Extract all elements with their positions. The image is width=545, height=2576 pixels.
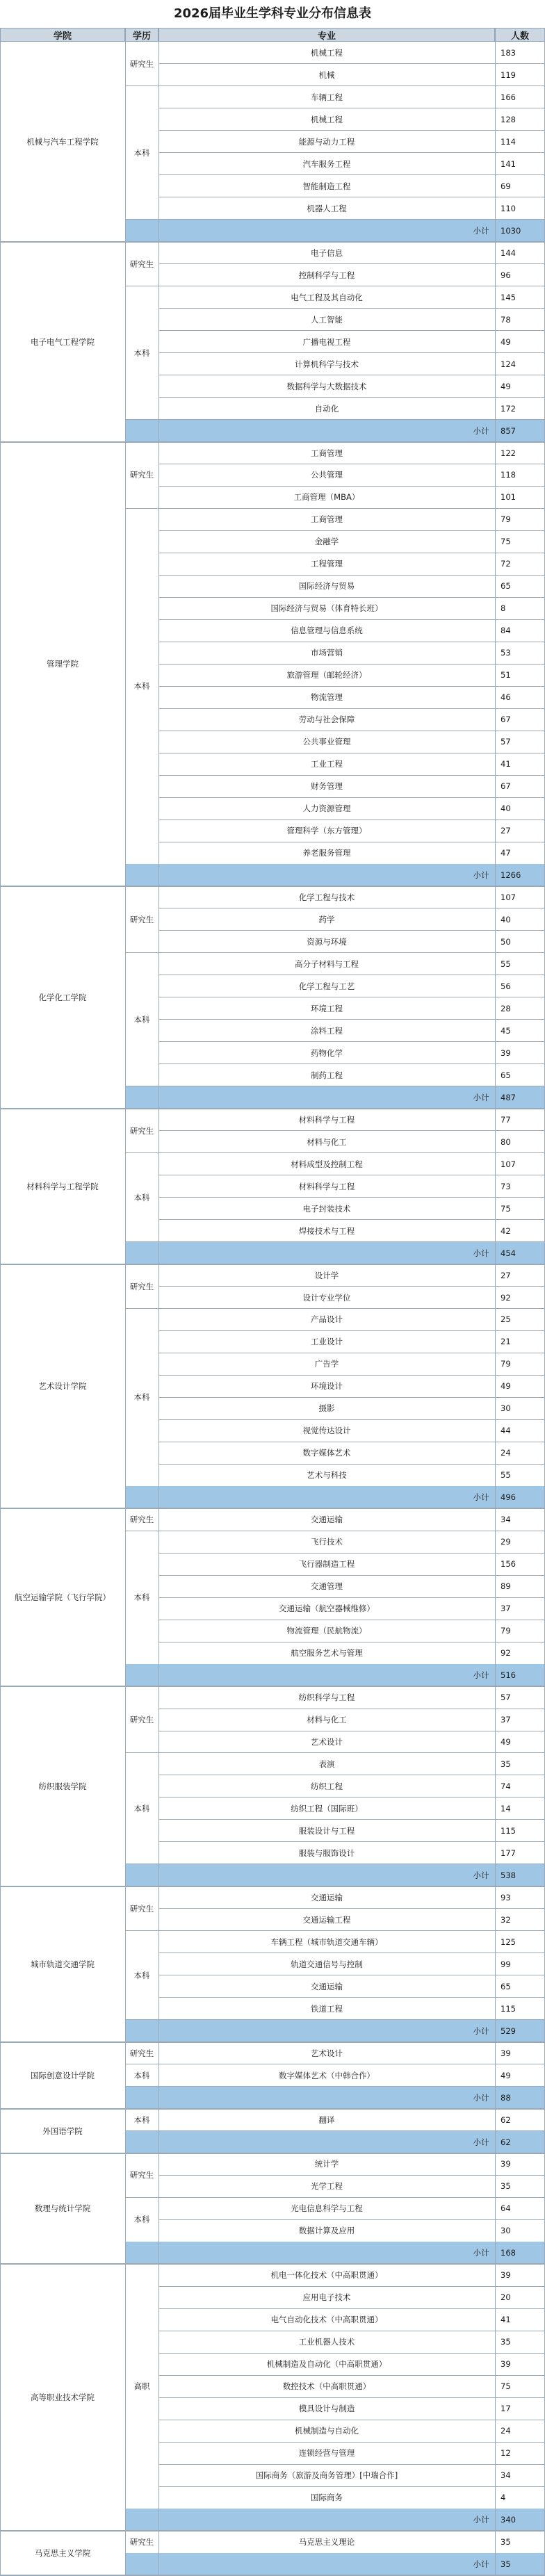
subtotal-label: 小计 — [473, 2559, 489, 2569]
degree-level: 研究生 — [129, 259, 154, 269]
subtotal-row — [125, 2020, 545, 2042]
major-distribution-table — [0, 28, 545, 2575]
subtotal-row — [125, 220, 545, 242]
student-count: 40 — [501, 804, 511, 814]
student-count: 34 — [501, 2470, 511, 2481]
subtotal-label: 小计 — [473, 225, 489, 236]
major-name: 飞行器制造工程 — [298, 1559, 355, 1570]
subtotal-count: 1030 — [501, 225, 521, 236]
student-count: 119 — [501, 70, 516, 80]
subtotal-label: 小计 — [473, 1248, 489, 1258]
degree-level: 研究生 — [129, 1715, 154, 1725]
major-name: 材料与化工 — [307, 1136, 347, 1147]
column-divider — [125, 42, 126, 2575]
student-count: 47 — [501, 848, 511, 858]
student-count: 24 — [501, 2426, 511, 2436]
college-name: 机械与汽车工程学院 — [26, 136, 99, 147]
subtotal-label: 小计 — [473, 425, 489, 436]
major-name: 车辆工程 — [311, 92, 343, 102]
degree-level: 高职 — [133, 2381, 150, 2392]
major-name: 数字媒体艺术 — [302, 1448, 351, 1458]
student-count: 77 — [501, 1114, 511, 1125]
major-name: 纺织工程（国际班） — [291, 1803, 363, 1813]
student-count: 110 — [501, 203, 516, 213]
student-count: 28 — [501, 1003, 511, 1013]
student-count: 96 — [501, 270, 511, 280]
major-name: 车辆工程（城市轨道交通车辆） — [270, 1937, 383, 1947]
subtotal-label: 小计 — [473, 1092, 489, 1102]
student-count: 4 — [501, 2493, 506, 2503]
subtotal-row — [125, 420, 545, 442]
major-name: 机械制造及自动化（中高职贯通） — [266, 2359, 387, 2370]
degree-level: 研究生 — [129, 470, 154, 480]
student-count: 65 — [501, 1070, 511, 1080]
major-name: 国际商务 — [311, 2493, 343, 2503]
degree-level: 本科 — [133, 1803, 150, 1813]
degree-level: 本科 — [133, 1592, 150, 1603]
subtotal-row — [125, 2087, 545, 2109]
student-count: 93 — [501, 1892, 511, 1902]
college-name: 电子电气工程学院 — [31, 336, 95, 347]
student-count: 124 — [501, 359, 516, 369]
student-count: 49 — [501, 2070, 511, 2080]
student-count: 75 — [501, 2381, 511, 2392]
major-name: 机械工程 — [311, 114, 343, 124]
student-count: 101 — [501, 492, 516, 503]
student-count: 79 — [501, 1626, 511, 1636]
major-name: 旅游管理（邮轮经济） — [286, 670, 367, 680]
student-count: 37 — [501, 1604, 511, 1614]
header-level: 学历 — [125, 28, 158, 42]
major-name: 制药工程 — [311, 1070, 343, 1080]
degree-level: 本科 — [133, 348, 150, 358]
student-count: 67 — [501, 781, 511, 792]
student-count: 35 — [501, 1759, 511, 1769]
major-name: 飞行技术 — [311, 1537, 343, 1547]
subtotal-count: 496 — [501, 1492, 516, 1503]
student-count: 78 — [501, 314, 511, 325]
subtotal-label: 小计 — [473, 2137, 489, 2147]
major-name: 工商管理 — [311, 448, 343, 458]
header-major: 专业 — [158, 28, 495, 42]
college-name: 化学化工学院 — [38, 992, 87, 1002]
student-count: 44 — [501, 1426, 511, 1436]
student-count: 37 — [501, 1715, 511, 1725]
subtotal-count: 529 — [501, 2025, 516, 2036]
major-name: 电子封装技术 — [302, 1203, 351, 1214]
major-name: 统计学 — [314, 2159, 339, 2169]
major-name: 材料成型及控制工程 — [291, 1159, 363, 1169]
major-name: 机器人工程 — [307, 203, 347, 213]
student-count: 45 — [501, 1025, 511, 1036]
student-count: 89 — [501, 1581, 511, 1592]
student-count: 20 — [501, 2292, 511, 2303]
subtotal-row — [125, 2242, 545, 2264]
student-count: 41 — [501, 759, 511, 769]
subtotal-row — [125, 2553, 545, 2575]
subtotal-row — [125, 864, 545, 886]
student-count: 84 — [501, 626, 511, 636]
student-count: 172 — [501, 403, 516, 414]
major-name: 表演 — [318, 1759, 335, 1769]
major-name: 艺术设计 — [311, 1736, 343, 1747]
major-name: 交通管理 — [311, 1581, 343, 1592]
student-count: 62 — [501, 2114, 511, 2125]
major-name: 资源与环境 — [307, 936, 347, 947]
major-name: 信息管理与信息系统 — [291, 626, 363, 636]
major-name: 管理科学（东方管理） — [286, 826, 367, 836]
student-count: 141 — [501, 158, 516, 169]
student-count: 166 — [501, 92, 516, 102]
subtotal-count: 538 — [501, 1870, 516, 1880]
student-count: 107 — [501, 892, 516, 902]
subtotal-count: 340 — [501, 2515, 516, 2525]
subtotal-row — [125, 1242, 545, 1264]
subtotal-label: 小计 — [473, 870, 489, 880]
student-count: 145 — [501, 292, 516, 302]
major-name: 电子信息 — [311, 247, 343, 258]
major-name: 交通运输 — [311, 1515, 343, 1525]
major-name: 环境设计 — [311, 1381, 343, 1392]
major-name: 机电一体化技术（中高职贯通） — [270, 2270, 383, 2281]
college-name: 艺术设计学院 — [38, 1381, 87, 1392]
college-name: 数理与统计学院 — [34, 2203, 91, 2214]
degree-level: 研究生 — [129, 58, 154, 69]
subtotal-label: 小计 — [473, 2515, 489, 2525]
major-name: 广播电视工程 — [302, 336, 351, 347]
student-count: 57 — [501, 737, 511, 747]
student-count: 74 — [501, 1781, 511, 1791]
major-name: 交通运输工程 — [302, 1914, 351, 1925]
major-name: 纺织科学与工程 — [298, 1693, 355, 1703]
major-name: 智能制造工程 — [302, 181, 351, 191]
major-name: 国际经济与贸易（体育特长班） — [270, 603, 383, 614]
major-name: 工业设计 — [311, 1337, 343, 1347]
major-name: 国际经济与贸易 — [298, 581, 355, 592]
student-count: 27 — [501, 826, 511, 836]
student-count: 65 — [501, 1981, 511, 1991]
student-count: 53 — [501, 648, 511, 658]
student-count: 79 — [501, 514, 511, 525]
major-name: 视觉传达设计 — [302, 1426, 351, 1436]
student-count: 14 — [501, 1803, 511, 1813]
student-count: 55 — [501, 1470, 511, 1481]
major-name: 人力资源管理 — [302, 804, 351, 814]
major-name: 翻译 — [318, 2114, 335, 2125]
major-name: 工业工程 — [311, 759, 343, 769]
degree-level: 研究生 — [129, 2537, 154, 2548]
degree-level: 本科 — [133, 1970, 150, 1980]
student-count: 49 — [501, 381, 511, 391]
student-count: 75 — [501, 1203, 511, 1214]
major-name: 控制科学与工程 — [298, 270, 355, 280]
major-name: 连锁经营与管理 — [298, 2448, 355, 2459]
major-name: 焊接技术与工程 — [298, 1225, 355, 1236]
student-count: 35 — [501, 2537, 511, 2548]
student-count: 107 — [501, 1159, 516, 1169]
major-name: 数控技术（中高职贯通） — [282, 2381, 371, 2392]
major-name: 光学工程 — [311, 2181, 343, 2192]
degree-level: 本科 — [133, 1014, 150, 1025]
student-count: 183 — [501, 47, 516, 58]
subtotal-count: 487 — [501, 1092, 516, 1102]
degree-level: 研究生 — [129, 1515, 154, 1525]
student-count: 35 — [501, 2337, 511, 2347]
degree-level: 本科 — [133, 1392, 150, 1403]
degree-level: 本科 — [133, 2070, 150, 2080]
subtotal-label: 小计 — [473, 2248, 489, 2258]
college-name: 马克思主义学院 — [34, 2548, 91, 2559]
major-name: 物流管理（民航物流） — [286, 1626, 367, 1636]
student-count: 39 — [501, 2048, 511, 2058]
student-count: 34 — [501, 1515, 511, 1525]
major-name: 广告学 — [314, 1359, 339, 1369]
subtotal-label: 小计 — [473, 1670, 489, 1681]
major-name: 药学 — [318, 914, 335, 924]
college-name: 外国语学院 — [42, 2126, 83, 2136]
major-name: 数字媒体艺术（中韩合作） — [279, 2070, 375, 2080]
student-count: 49 — [501, 1736, 511, 1747]
student-count: 39 — [501, 2359, 511, 2370]
major-name: 材料与化工 — [307, 1715, 347, 1725]
major-name: 能源与动力工程 — [298, 136, 355, 147]
major-name: 化学工程与技术 — [298, 892, 355, 902]
subtotal-row — [125, 2509, 545, 2531]
student-count: 144 — [501, 247, 516, 258]
student-count: 80 — [501, 1136, 511, 1147]
degree-level: 本科 — [133, 681, 150, 692]
college-name: 材料科学与工程学院 — [26, 1181, 99, 1191]
student-count: 30 — [501, 2226, 511, 2236]
subtotal-count: 454 — [501, 1248, 516, 1258]
student-count: 21 — [501, 1337, 511, 1347]
major-name: 市场营销 — [311, 648, 343, 658]
major-name: 高分子材料与工程 — [295, 959, 359, 969]
major-name: 铁道工程 — [311, 2003, 343, 2014]
student-count: 25 — [501, 1314, 511, 1325]
degree-level: 研究生 — [129, 1903, 154, 1914]
student-count: 92 — [501, 1648, 511, 1658]
major-name: 药物化学 — [311, 1047, 343, 1058]
major-name: 汽车服务工程 — [302, 158, 351, 169]
major-name: 摄影 — [318, 1403, 335, 1414]
student-count: 42 — [501, 1225, 511, 1236]
student-count: 114 — [501, 136, 516, 147]
major-name: 机械 — [318, 70, 335, 80]
major-name: 数据科学与大数据技术 — [286, 381, 367, 391]
major-name: 物流管理 — [311, 692, 343, 703]
major-name: 金融学 — [314, 537, 339, 547]
major-name: 公共事业管理 — [302, 737, 351, 747]
student-count: 29 — [501, 1537, 511, 1547]
college-name: 纺织服装学院 — [38, 1781, 87, 1791]
subtotal-count: 1266 — [501, 870, 521, 880]
student-count: 99 — [501, 1959, 511, 1969]
student-count: 92 — [501, 1292, 511, 1303]
college-name: 航空运输学院（飞行学院） — [15, 1592, 111, 1603]
student-count: 51 — [501, 670, 511, 680]
student-count: 128 — [501, 114, 516, 124]
major-name: 轨道交通信号与控制 — [291, 1959, 363, 1969]
major-name: 产品设计 — [311, 1314, 343, 1325]
degree-level: 本科 — [133, 2114, 150, 2125]
major-name: 马克思主义理论 — [298, 2537, 355, 2548]
student-count: 40 — [501, 914, 511, 924]
degree-level: 研究生 — [129, 2048, 154, 2058]
student-count: 24 — [501, 1448, 511, 1458]
major-name: 人工智能 — [311, 314, 343, 325]
major-name: 劳动与社会保障 — [298, 715, 355, 725]
student-count: 32 — [501, 1914, 511, 1925]
student-count: 30 — [501, 1403, 511, 1414]
student-count: 56 — [501, 981, 511, 991]
major-name: 交通运输 — [311, 1892, 343, 1902]
student-count: 27 — [501, 1270, 511, 1280]
major-name: 设计专业学位 — [302, 1292, 351, 1303]
student-count: 69 — [501, 181, 511, 191]
subtotal-count: 516 — [501, 1670, 516, 1681]
student-count: 79 — [501, 1359, 511, 1369]
student-count: 41 — [501, 2315, 511, 2325]
student-count: 50 — [501, 936, 511, 947]
student-count: 65 — [501, 581, 511, 592]
header-count: 人数 — [495, 28, 545, 42]
student-count: 8 — [501, 603, 506, 614]
subtotal-count: 88 — [501, 2092, 511, 2103]
student-count: 75 — [501, 537, 511, 547]
student-count: 118 — [501, 470, 516, 480]
student-count: 72 — [501, 559, 511, 569]
subtotal-row — [125, 1664, 545, 1686]
major-name: 服装设计与工程 — [298, 1825, 355, 1836]
student-count: 115 — [501, 1825, 516, 1836]
student-count: 115 — [501, 2003, 516, 2014]
major-name: 公共管理 — [311, 470, 343, 480]
major-name: 环境工程 — [311, 1003, 343, 1013]
subtotal-row — [125, 1864, 545, 1886]
major-name: 艺术设计 — [311, 2048, 343, 2058]
student-count: 17 — [501, 2404, 511, 2414]
student-count: 125 — [501, 1937, 516, 1947]
student-count: 49 — [501, 1381, 511, 1392]
degree-level: 研究生 — [129, 914, 154, 924]
major-name: 自动化 — [314, 403, 339, 414]
student-count: 55 — [501, 959, 511, 969]
student-count: 57 — [501, 1693, 511, 1703]
major-name: 服装与服饰设计 — [298, 1848, 355, 1858]
subtotal-count: 62 — [501, 2137, 511, 2147]
column-divider — [158, 42, 159, 2575]
student-count: 46 — [501, 692, 511, 703]
major-name: 艺术与科技 — [307, 1470, 347, 1481]
subtotal-count: 168 — [501, 2248, 516, 2258]
college-name: 高等职业技术学院 — [31, 2392, 95, 2403]
student-count: 67 — [501, 715, 511, 725]
degree-level: 研究生 — [129, 2170, 154, 2180]
student-count: 39 — [501, 2270, 511, 2281]
major-name: 材料科学与工程 — [298, 1114, 355, 1125]
major-name: 电气自动化技术（中高职贯通） — [270, 2315, 383, 2325]
student-count: 156 — [501, 1559, 516, 1570]
college-name: 城市轨道交通学院 — [31, 1959, 95, 1969]
major-name: 财务管理 — [311, 781, 343, 792]
major-name: 工商管理（MBA） — [293, 492, 360, 503]
major-name: 化学工程与工艺 — [298, 981, 355, 991]
major-name: 纺织工程 — [311, 1781, 343, 1791]
subtotal-count: 857 — [501, 425, 516, 436]
student-count: 39 — [501, 1047, 511, 1058]
major-name: 材料科学与工程 — [298, 1181, 355, 1191]
subtotal-label: 小计 — [473, 2025, 489, 2036]
subtotal-label: 小计 — [473, 1492, 489, 1503]
degree-level: 本科 — [133, 2215, 150, 2225]
major-name: 计算机科学与技术 — [295, 359, 359, 369]
column-divider — [0, 42, 1, 2575]
subtotal-label: 小计 — [473, 2092, 489, 2103]
college-name: 国际创意设计学院 — [31, 2070, 95, 2080]
major-name: 机械制造与自动化 — [295, 2426, 359, 2436]
major-name: 电气工程及其自动化 — [291, 292, 363, 302]
subtotal-row — [125, 1086, 545, 1109]
student-count: 12 — [501, 2448, 511, 2459]
major-name: 设计学 — [314, 1270, 339, 1280]
degree-level: 本科 — [133, 1192, 150, 1203]
student-count: 64 — [501, 2203, 511, 2214]
page-title: 2026届毕业生学科专业分布信息表 — [173, 6, 372, 21]
student-count: 177 — [501, 1848, 516, 1858]
major-name: 涂料工程 — [311, 1025, 343, 1036]
major-name: 工程管理 — [311, 559, 343, 569]
student-count: 35 — [501, 2181, 511, 2192]
major-name: 机械工程 — [311, 47, 343, 58]
subtotal-label: 小计 — [473, 1870, 489, 1880]
major-name: 工商管理 — [311, 514, 343, 525]
major-name: 国际商务（旅游及商务管理）[中瑞合作] — [255, 2470, 398, 2481]
major-name: 模具设计与制造 — [298, 2404, 355, 2414]
major-name: 交通运输（航空器械维修） — [279, 1604, 375, 1614]
degree-level: 研究生 — [129, 1281, 154, 1291]
column-divider — [495, 42, 496, 2575]
major-name: 光电信息科学与工程 — [291, 2203, 363, 2214]
college-name: 管理学院 — [47, 659, 79, 669]
major-name: 数据计算及应用 — [298, 2226, 355, 2236]
student-count: 49 — [501, 336, 511, 347]
degree-level: 本科 — [133, 147, 150, 158]
major-name: 工业机器人技术 — [298, 2337, 355, 2347]
student-count: 73 — [501, 1181, 511, 1191]
student-count: 122 — [501, 448, 516, 458]
major-name: 应用电子技术 — [302, 2292, 351, 2303]
major-name: 交通运输 — [311, 1981, 343, 1991]
header-college: 学院 — [0, 28, 125, 42]
degree-level: 研究生 — [129, 1125, 154, 1136]
major-name: 养老服务管理 — [302, 848, 351, 858]
student-count: 39 — [501, 2159, 511, 2169]
subtotal-row — [125, 1486, 545, 1508]
subtotal-row — [125, 2131, 545, 2153]
subtotal-count: 35 — [501, 2559, 511, 2569]
major-name: 航空服务艺术与管理 — [291, 1648, 363, 1658]
